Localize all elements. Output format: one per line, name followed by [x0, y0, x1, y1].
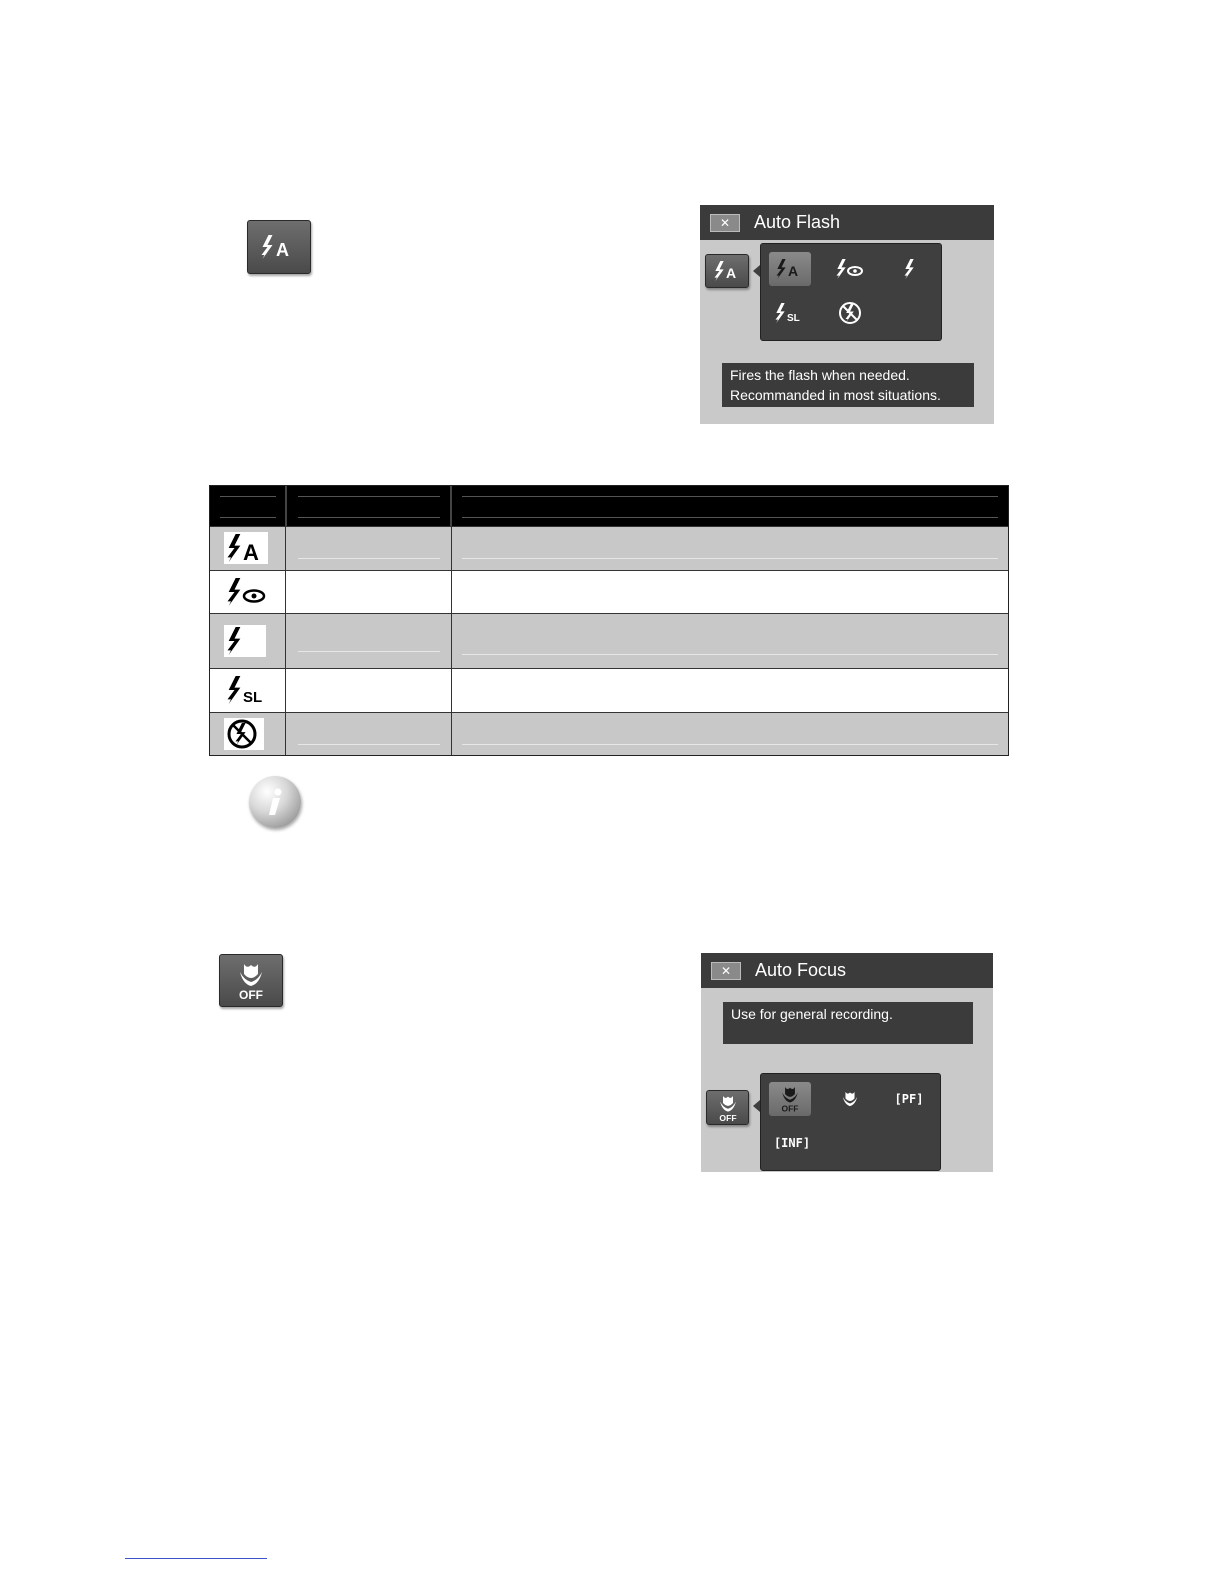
info-glyph	[260, 785, 290, 819]
close-button[interactable]: ✕	[711, 962, 741, 980]
macro-off-icon	[715, 1093, 741, 1123]
pan-focus-option[interactable]	[887, 1082, 931, 1116]
popup-pointer	[753, 1100, 760, 1112]
svg-text:SL: SL	[243, 689, 263, 706]
flash-slow-sync-icon	[774, 302, 806, 324]
flash-current-mode-button[interactable]	[705, 254, 749, 288]
flash-screen	[700, 205, 994, 424]
macro-icon	[839, 1087, 861, 1111]
svg-text:A: A	[243, 540, 259, 564]
flash-tip-line1: Fires the flash when needed.	[730, 367, 910, 383]
table-row	[210, 668, 1008, 712]
flash-mode-button[interactable]	[247, 220, 311, 274]
flash-red-eye-option[interactable]	[829, 252, 871, 286]
flash-auto-icon	[259, 233, 299, 261]
flash-tip-line2: Recommanded in most situations.	[730, 387, 941, 403]
flash-options-popup	[760, 243, 942, 341]
flash-slow-sync-icon	[224, 674, 268, 706]
flash-auto-icon	[712, 260, 742, 282]
off-text: OFF	[239, 987, 263, 1002]
macro-option[interactable]	[829, 1082, 871, 1116]
svg-text:SL: SL	[787, 313, 800, 324]
close-button[interactable]: ✕	[710, 214, 740, 232]
focus-screen	[701, 953, 993, 1172]
pan-focus-icon: [PF]	[894, 1092, 924, 1106]
flash-forced-on-option[interactable]	[889, 252, 931, 286]
footer-link-underline	[125, 1558, 267, 1559]
table-row	[210, 570, 1008, 613]
macro-off-icon	[778, 1084, 802, 1114]
off-text: OFF	[718, 1112, 737, 1123]
focus-options-popup	[760, 1073, 941, 1171]
flash-forced-on-icon	[224, 625, 248, 657]
popup-pointer	[753, 265, 760, 277]
table-header	[210, 486, 1008, 526]
flash-auto-icon	[224, 532, 268, 564]
focus-screen-title: Auto Focus	[755, 960, 847, 980]
svg-text:A: A	[276, 240, 289, 260]
macro-off-option[interactable]	[769, 1082, 811, 1116]
flash-off-option[interactable]	[829, 296, 871, 330]
info-icon	[249, 776, 301, 828]
flash-slow-sync-option[interactable]	[769, 296, 811, 330]
flash-red-eye-icon	[835, 258, 865, 280]
flash-auto-icon	[775, 258, 805, 280]
infinity-focus-option[interactable]	[769, 1126, 815, 1160]
flash-red-eye-icon	[224, 576, 268, 608]
svg-text:A: A	[788, 263, 799, 279]
macro-off-icon	[234, 960, 268, 1002]
off-text: OFF	[781, 1103, 799, 1114]
focus-tip-text: Use for general recording.	[731, 1006, 893, 1022]
table-row	[210, 526, 1008, 570]
focus-tip	[723, 1002, 973, 1044]
flash-mode-table	[209, 485, 1009, 756]
infinity-focus-icon: [INF]	[773, 1136, 811, 1150]
table-row	[210, 613, 1008, 668]
table-row	[210, 712, 1008, 755]
focus-screen-header	[701, 953, 993, 988]
flash-tip	[722, 363, 974, 407]
flash-forced-on-icon	[902, 258, 918, 280]
flash-screen-title: Auto Flash	[754, 212, 841, 232]
focus-mode-button[interactable]	[219, 954, 283, 1007]
flash-off-icon	[224, 718, 260, 750]
flash-off-icon	[837, 300, 863, 326]
focus-current-mode-button[interactable]	[706, 1090, 749, 1125]
flash-auto-option[interactable]	[769, 252, 811, 286]
svg-text:A: A	[726, 265, 737, 281]
flash-screen-header	[700, 205, 994, 240]
